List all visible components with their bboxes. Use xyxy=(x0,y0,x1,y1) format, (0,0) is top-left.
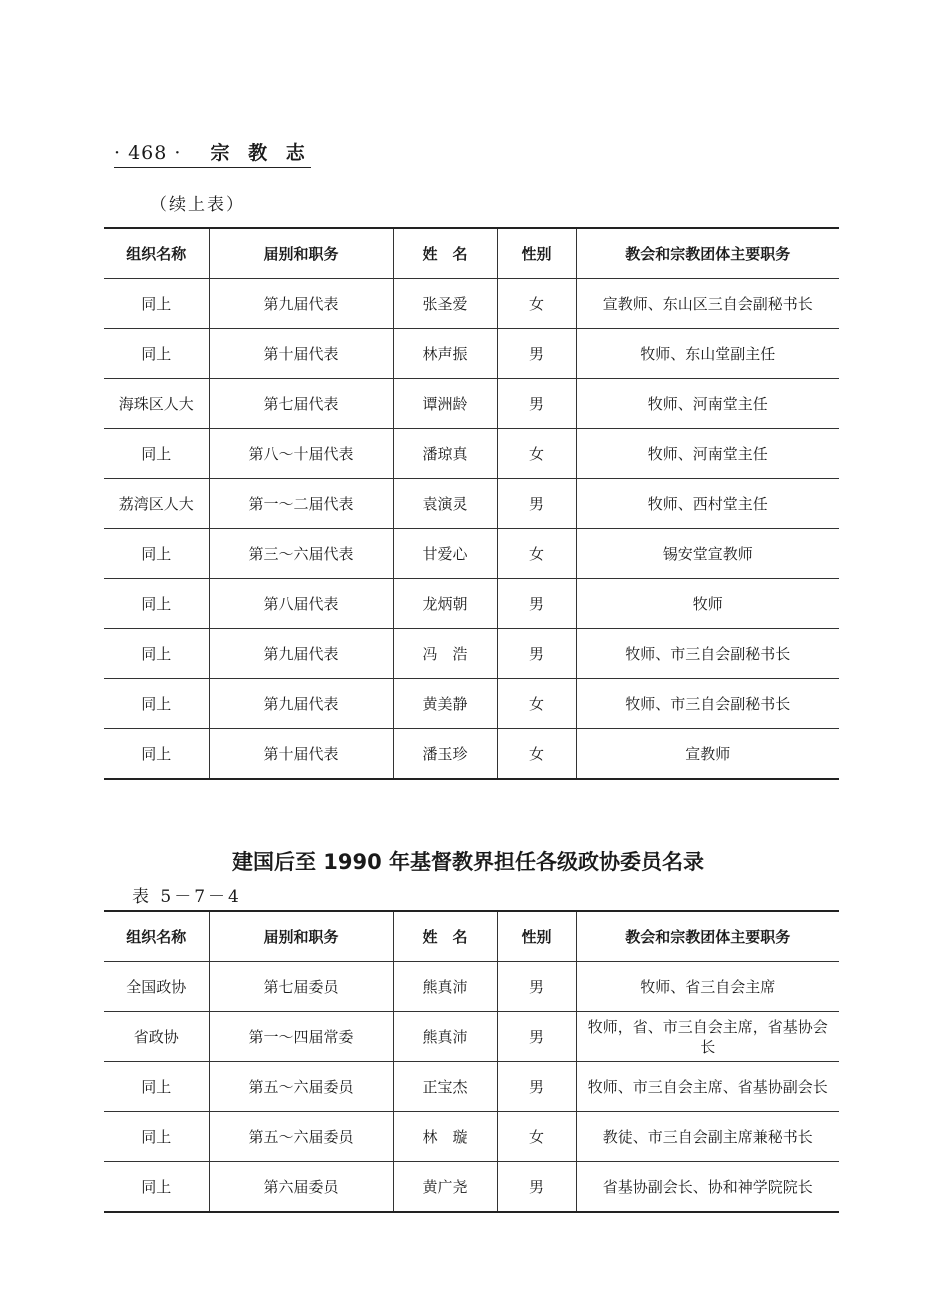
table-row xyxy=(104,529,839,579)
cell-name: 熊真沛 xyxy=(393,1012,497,1062)
cell-church-duties: 省基协副会长、协和神学院院长 xyxy=(576,1162,839,1213)
cell-name: 熊真沛 xyxy=(393,962,497,1012)
table-row xyxy=(104,1062,839,1112)
cell-gender: 女 xyxy=(497,1112,576,1162)
table-row xyxy=(104,629,839,679)
table-row xyxy=(104,729,839,780)
cell-organization: 同上 xyxy=(104,629,209,679)
table-row xyxy=(104,429,839,479)
cell-term-position: 第九届代表 xyxy=(209,279,393,329)
cppcc-members-table xyxy=(104,910,839,1213)
cell-term-position: 第七届代表 xyxy=(209,379,393,429)
cell-organization: 同上 xyxy=(104,529,209,579)
col-header-church-duties: 教会和宗教团体主要职务 xyxy=(576,228,839,279)
book-title: 宗 教 志 xyxy=(210,142,311,164)
delegates-table-body xyxy=(104,279,839,780)
cell-term-position: 第八～十届代表 xyxy=(209,429,393,479)
table-number: 表 5－7－4 xyxy=(132,887,242,907)
cell-name: 张圣爱 xyxy=(393,279,497,329)
col-header-gender: 性别 xyxy=(497,911,576,962)
cell-gender: 女 xyxy=(497,679,576,729)
table-row xyxy=(104,1162,839,1213)
cell-organization: 同上 xyxy=(104,579,209,629)
table-row xyxy=(104,679,839,729)
cell-church-duties: 牧师、省三自会主席 xyxy=(576,962,839,1012)
cell-term-position: 第七届委员 xyxy=(209,962,393,1012)
cell-term-position: 第六届委员 xyxy=(209,1162,393,1213)
cell-organization: 同上 xyxy=(104,1062,209,1112)
cell-church-duties: 牧师、河南堂主任 xyxy=(576,379,839,429)
cell-church-duties: 宣教师、东山区三自会副秘书长 xyxy=(576,279,839,329)
cell-church-duties: 牧师 xyxy=(576,579,839,629)
cell-gender: 女 xyxy=(497,429,576,479)
cell-name: 冯 浩 xyxy=(393,629,497,679)
cell-organization: 同上 xyxy=(104,1112,209,1162)
delegates-table xyxy=(104,227,839,780)
table-header-row xyxy=(104,911,839,962)
cell-name: 潘玉珍 xyxy=(393,729,497,780)
cell-church-duties: 牧师、河南堂主任 xyxy=(576,429,839,479)
cell-gender: 男 xyxy=(497,329,576,379)
table-row xyxy=(104,962,839,1012)
table-row xyxy=(104,579,839,629)
section-title: 建国后至 1990 年基督教界担任各级政协委员名录 xyxy=(231,850,705,874)
cell-name: 龙炳朝 xyxy=(393,579,497,629)
cell-organization: 荔湾区人大 xyxy=(104,479,209,529)
cell-gender: 男 xyxy=(497,379,576,429)
cell-gender: 男 xyxy=(497,629,576,679)
cell-name: 谭洲龄 xyxy=(393,379,497,429)
cell-term-position: 第十届代表 xyxy=(209,329,393,379)
cell-term-position: 第一～二届代表 xyxy=(209,479,393,529)
cell-term-position: 第五～六届委员 xyxy=(209,1062,393,1112)
cell-organization: 省政协 xyxy=(104,1012,209,1062)
cell-name: 正宝杰 xyxy=(393,1062,497,1112)
cell-organization: 同上 xyxy=(104,279,209,329)
cell-gender: 女 xyxy=(497,729,576,780)
cell-church-duties: 牧师、市三自会副秘书长 xyxy=(576,629,839,679)
cell-gender: 男 xyxy=(497,1162,576,1213)
cell-term-position: 第九届代表 xyxy=(209,629,393,679)
col-header-organization: 组织名称 xyxy=(104,911,209,962)
col-header-gender: 性别 xyxy=(497,228,576,279)
cell-organization: 全国政协 xyxy=(104,962,209,1012)
running-header xyxy=(114,138,311,168)
col-header-church-duties: 教会和宗教团体主要职务 xyxy=(576,911,839,962)
cell-term-position: 第十届代表 xyxy=(209,729,393,780)
cell-church-duties: 宣教师 xyxy=(576,729,839,780)
table-header-row xyxy=(104,228,839,279)
cppcc-members-table-body xyxy=(104,962,839,1213)
cell-gender: 男 xyxy=(497,1012,576,1062)
cell-name: 袁演灵 xyxy=(393,479,497,529)
cell-name: 潘琼真 xyxy=(393,429,497,479)
cell-organization: 同上 xyxy=(104,679,209,729)
cell-term-position: 第一～四届常委 xyxy=(209,1012,393,1062)
table-row xyxy=(104,1012,839,1062)
col-header-term-position: 届别和职务 xyxy=(209,228,393,279)
cell-gender: 男 xyxy=(497,479,576,529)
cell-organization: 同上 xyxy=(104,429,209,479)
cell-name: 林声振 xyxy=(393,329,497,379)
cell-gender: 女 xyxy=(497,529,576,579)
cell-term-position: 第九届代表 xyxy=(209,679,393,729)
cell-church-duties: 牧师、西村堂主任 xyxy=(576,479,839,529)
cell-church-duties: 牧师、市三自会主席、省基协副会长 xyxy=(576,1062,839,1112)
cell-term-position: 第八届代表 xyxy=(209,579,393,629)
cell-name: 甘爱心 xyxy=(393,529,497,579)
cell-organization: 同上 xyxy=(104,729,209,780)
page-number: · 468 · xyxy=(114,142,182,164)
table-row xyxy=(104,1112,839,1162)
cell-name: 林 璇 xyxy=(393,1112,497,1162)
col-header-organization: 组织名称 xyxy=(104,228,209,279)
cell-organization: 同上 xyxy=(104,329,209,379)
table-row xyxy=(104,479,839,529)
cell-name: 黄美静 xyxy=(393,679,497,729)
cell-organization: 海珠区人大 xyxy=(104,379,209,429)
cell-church-duties: 牧师，省、市三自会主席，省基协会长 xyxy=(576,1012,839,1062)
table-row xyxy=(104,329,839,379)
col-header-term-position: 届别和职务 xyxy=(209,911,393,962)
cell-gender: 男 xyxy=(497,579,576,629)
cell-gender: 男 xyxy=(497,962,576,1012)
col-header-name: 姓 名 xyxy=(393,911,497,962)
cell-church-duties: 牧师、市三自会副秘书长 xyxy=(576,679,839,729)
table-row xyxy=(104,279,839,329)
cell-organization: 同上 xyxy=(104,1162,209,1213)
cell-church-duties: 牧师、东山堂副主任 xyxy=(576,329,839,379)
continued-label: （续上表） xyxy=(150,195,245,215)
cell-church-duties: 教徒、市三自会副主席兼秘书长 xyxy=(576,1112,839,1162)
cell-gender: 男 xyxy=(497,1062,576,1112)
cell-gender: 女 xyxy=(497,279,576,329)
table-row xyxy=(104,379,839,429)
col-header-name: 姓 名 xyxy=(393,228,497,279)
cell-church-duties: 锡安堂宣教师 xyxy=(576,529,839,579)
cell-term-position: 第三～六届代表 xyxy=(209,529,393,579)
cell-term-position: 第五～六届委员 xyxy=(209,1112,393,1162)
cell-name: 黄广尧 xyxy=(393,1162,497,1213)
